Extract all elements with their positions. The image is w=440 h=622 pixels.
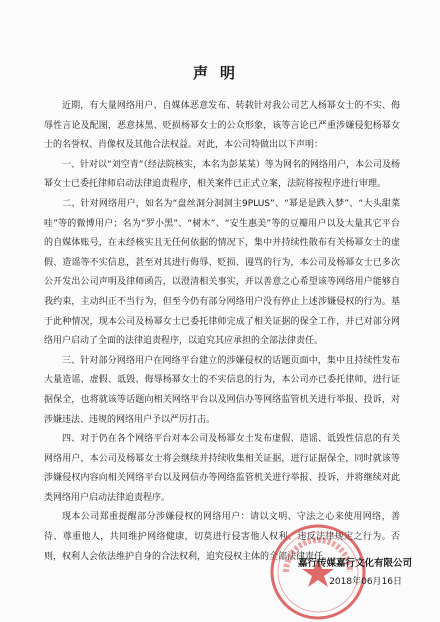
- paragraph-2: 二、针对网络用户，如名为“盘丝洞分洞洞主9PLUS”、“幂是是跌入梦”、“大头甜菜哇”等的微博用户；名为“罗小黑”、“树木”、“安生惠美”等的豆瓣用户以及大量其它平台的自媒体账号，在未经核实且无任何依据的情况下，集中并持续性散布有关杨幂女士的虚假、造谣等不实信息，甚至对其进行侮辱、贬损、谩骂的行为，本公司及杨幂女士已多次公开发出公司声明及律师函告，以澄清相关事实，并以善意之心希望该等网络用户能够自我约束，主动纠正不当行为，但至今仍有部分网络用户没有停止上述涉嫌侵权的行为。基于此种情况，现本公司及杨幂女士已委托律师完成了相关证据的保全工作，并已对部分网络用户启动了全面的法律追责程序，以追究其应承担的全部法律责任。: [44, 198, 400, 347]
- company-name-main: 嘉行文化有限公司: [335, 558, 412, 569]
- page-title: 声明: [192, 64, 247, 82]
- statement-body: [44, 97, 400, 567]
- company-name-prefix: 嘉行传媒: [297, 558, 336, 569]
- signature-block: [262, 554, 412, 592]
- paragraph-3: 三、针对部分网络用户在网络平台建立的涉嫌侵权的话题页面中，集中且持续性发布大量造谣、虚假、诋毁、侮辱杨幂女士的不实信息的行为，本公司亦已委托律师，进行证据保全，也将就该等话题向相关网络平台以及网信办等网络监管机关进行举报、投诉，对涉嫌违法、违规的网络用户予以严厉打击。: [44, 355, 400, 425]
- paragraph-intro: 近期，有大量网络用户、自媒体恶意发布、转载针对我公司艺人杨幂女士的不实、侮辱性言论及配图，恶意抹黑、贬损杨幂女士的公众形象，该等言论已严重涉嫌侵犯杨幂女士的名誉权、肖像权及其他合法权益。对此，本公司特做出以下声明：: [44, 101, 400, 151]
- paragraph-1: 一、针对以“刘空青”（经法院核实，本名为彭某某）等为网名的网络用户，本公司及杨幂女士已委托律师启动法律追责程序，相关案件已正式立案，法院将按程序进行审理。: [44, 159, 400, 190]
- signature-date: 2018年06月16日: [329, 577, 402, 587]
- paragraph-4: 四、对于仍在各个网络平台对本公司及杨幂女士发布虚假、造谣、诋毁性信息的有关网络用户，本公司及杨幂女士将会继续并持续收集相关证据，进行证据保全，同时就该等涉嫌侵权内容向相关网络平台以及网信办等网络监管机关进行举报、投诉，并将继续对此类网络用户启动法律追责程序。: [44, 434, 400, 503]
- paragraph-reminder: 现本公司郑重提醒部分涉嫌侵权的网络用户：请以文明、守法之心来使用网络，善待、尊重他人，共同维护网络健康，切莫进行侵害他人权利、违反法律规定之行为。否则，权利人会依法维护自身的合法权利，追究侵权主体的全部法律责任。: [44, 512, 400, 562]
- company-name: [262, 554, 412, 573]
